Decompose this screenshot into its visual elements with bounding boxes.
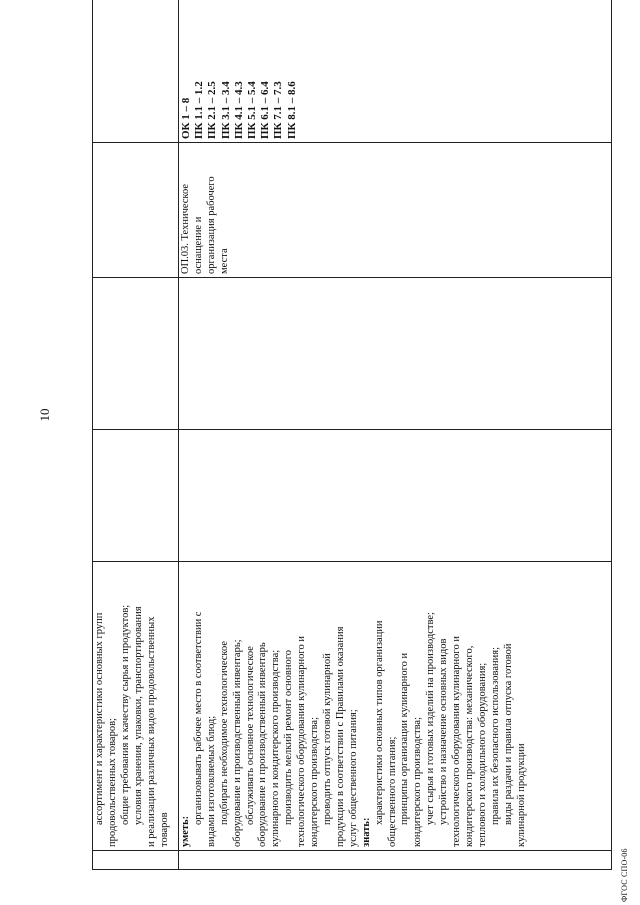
competency-code: ПК 8.1 – 8.6 xyxy=(285,81,298,139)
table-row xyxy=(179,0,612,870)
table-cell-hours-required xyxy=(179,278,612,430)
curriculum-table xyxy=(92,0,612,870)
competency-code: ПК 1.1 – 1.2 xyxy=(193,81,206,139)
skill-line: кондитерского производства; xyxy=(309,716,321,847)
knowledge-line: правила их безопасного использования; xyxy=(489,646,501,825)
knowledge-line: условия хранения, упаковки, транспортирования xyxy=(132,606,144,825)
knowledge-line: и реализации различных видов продовольственных xyxy=(145,616,157,847)
discipline-line: оснащение и xyxy=(192,216,204,274)
curriculum-table-rotated xyxy=(92,32,612,870)
competency-code: ПК 2.1 – 2.5 xyxy=(206,81,219,139)
table-cell-hours-max xyxy=(93,430,179,562)
table-cell-competencies xyxy=(93,0,179,143)
competency-code: ПК 7.1 – 7.3 xyxy=(272,81,285,139)
knowledge-line: кондитерского производства; xyxy=(412,716,424,847)
knowledge-line: устройство и назначение основных видов xyxy=(438,638,450,825)
knowledge-line: теплового и холодильного оборудования; xyxy=(476,662,488,847)
table-cell-hours-required xyxy=(93,278,179,430)
page-number: 10 xyxy=(37,408,52,422)
knowledge-line: общие требования к качеству сырья и продуктов; xyxy=(119,604,131,825)
knowledge-line: товаров xyxy=(158,812,170,847)
table-cell-hours-max xyxy=(179,430,612,562)
footer-standard-code: ФГОС СПО-06 xyxy=(620,848,629,902)
skill-line: проводить отпуск готовой кулинарной xyxy=(321,653,333,825)
table-cell-requirements xyxy=(93,562,179,851)
skill-line: услуг общественного питания; xyxy=(347,709,359,847)
table-cell-discipline xyxy=(179,143,612,278)
competency-code: ПК 3.1 – 3.4 xyxy=(219,81,232,139)
knowledge-line: кулинарной продукции xyxy=(515,743,527,847)
skills-heading: уметь: xyxy=(180,815,191,847)
competency-code: ПК 6.1 – 6.4 xyxy=(259,81,272,139)
discipline-line: организация рабочего xyxy=(205,176,217,274)
skill-line: организовывать рабочее место в соответствии с xyxy=(192,611,204,825)
skill-line: оборудование и производственный инвентарь; xyxy=(231,639,243,847)
competency-code: ОК 1 – 8 xyxy=(180,97,192,139)
knowledge-line: кондитерского производства: механического, xyxy=(463,645,475,847)
table-cell-discipline xyxy=(93,143,179,278)
skill-line: оборудование и производственный инвентарь xyxy=(257,642,269,847)
knowledge-line: общественного питания; xyxy=(386,736,398,847)
knowledge-line: принципы организации кулинарного и xyxy=(399,652,411,825)
discipline-line: места xyxy=(218,248,230,274)
knowledge-line: виды раздачи и правила отпуска готовой xyxy=(502,643,514,825)
skill-line: подбирать необходимое технологическое xyxy=(218,640,230,825)
skill-line: видами изготовляемых блюд; xyxy=(205,715,217,847)
table-cell-competencies xyxy=(179,0,612,143)
skill-line: кулинарного и кондитерского производства; xyxy=(270,649,282,847)
discipline-line: ОП.03. Техническое xyxy=(180,183,191,274)
knowledge-line: учет сырья и готовых изделий на производстве; xyxy=(425,612,437,825)
competency-code: ПК 5.1 – 5.4 xyxy=(246,81,259,139)
knowledge-line: ассортимент и характеристики основных групп xyxy=(94,612,105,825)
table-cell-index xyxy=(93,851,179,870)
knowledge-line: продовольственных товаров; xyxy=(106,718,118,847)
skill-line: технологического оборудования кулинарного и xyxy=(296,636,308,847)
table-cell-index xyxy=(179,851,612,870)
skill-line: продукции в соответствии с Правилами оказания xyxy=(334,626,346,847)
skill-line: обслуживать основное технологическое xyxy=(244,646,256,825)
table-cell-requirements xyxy=(179,562,612,851)
knowledge-line: технологического оборудования кулинарного и xyxy=(451,636,463,847)
table-row xyxy=(93,0,179,870)
competency-code: ПК 4.1 – 4.3 xyxy=(232,81,245,139)
knowledge-heading: знать: xyxy=(360,817,372,847)
knowledge-line: характеристики основных типов организации xyxy=(373,620,385,825)
skill-line: производить мелкий ремонт основного xyxy=(283,650,295,825)
